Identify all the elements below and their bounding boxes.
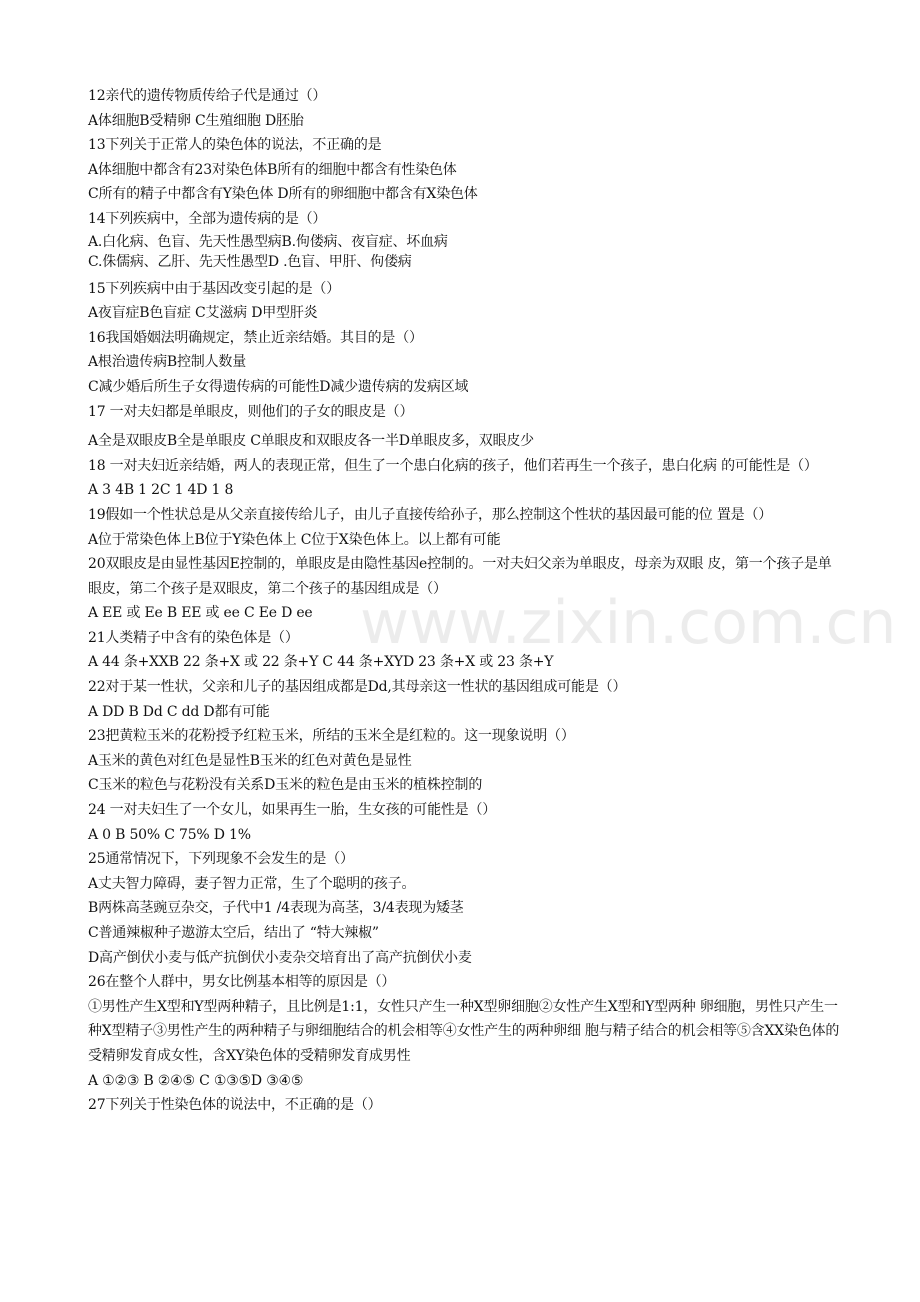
- question-20-options: A EE 或 Ee B EE 或 ee C Ee D ee: [88, 605, 313, 622]
- question-19-options: A位于常染色体上B位于Y染色体上 C位于X染色体上。以上都有可能: [88, 531, 501, 548]
- question-16-options-ab: A根治遗传病B控制人数量: [88, 354, 246, 371]
- question-19: 19假如一个性状总是从父亲直接传给儿子，由儿子直接传给孙子，那么控制这个性状的基因最可能的位 置是（）: [88, 506, 773, 523]
- question-25-option-d: D高产倒伏小麦与低产抗倒伏小麦杂交培育出了高产抗倒伏小麦: [88, 949, 472, 966]
- question-12-options: A体细胞B受精卵 C生殖细胞 D胚胎: [88, 112, 304, 129]
- question-14-options-cd: C.侏儒病、乙肝、先天性愚型D .色盲、甲肝、佝偻病: [88, 253, 412, 270]
- question-24: 24 一对夫妇生了一个女儿，如果再生一胎，生女孩的可能性是（）: [88, 802, 497, 819]
- question-23: 23把黄粒玉米的花粉授予红粒玉米，所结的玉米全是红粒的。这一现象说明（）: [88, 728, 575, 745]
- question-26: 26在整个人群中，男女比例基本相等的原因是（）: [88, 974, 396, 991]
- question-13-options-cd: C所有的精子中都含有Y染色体 D所有的卵细胞中都含有X染色体: [88, 186, 478, 203]
- question-26-options: A ①②③ B ②④⑤ C ①③⑤D ③④⑤: [88, 1072, 304, 1089]
- question-27: 27下列关于性染色体的说法中，不正确的是（）: [88, 1097, 382, 1114]
- question-20: 20双眼皮是由显性基因E控制的，单眼皮是由隐性基因e控制的。一对夫妇父亲为单眼皮，母亲为双眼 皮，第一个孩子是单眼皮，第二个孩子是双眼皮，第二个孩子的基因组成是（）: [88, 556, 832, 597]
- question-15-options: A夜盲症B色盲症 C艾滋病 D甲型肝炎: [88, 305, 318, 322]
- question-17: 17 一对夫妇都是单眼皮，则他们的子女的眼皮是（）: [88, 403, 414, 420]
- question-16: 16我国婚姻法明确规定，禁止近亲结婚。其目的是（）: [88, 329, 423, 346]
- question-24-options: A 0 B 50% C 75% D 1%: [88, 826, 251, 843]
- question-25-option-b: B两株高茎豌豆杂交，子代中1 /4表现为高茎，3/4表现为矮茎: [88, 900, 464, 917]
- question-18: 18 一对夫妇近亲结婚，两人的表现正常，但生了一个患白化病的孩子，他们若再生一个孩子，患白化病 的可能性是（）: [88, 457, 818, 474]
- question-14: 14下列疾病中，全部为遗传病的是（）: [88, 210, 327, 227]
- document-page: [88, 84, 840, 1118]
- question-13: 13下列关于正常人的染色体的说法，不正确的是: [88, 137, 382, 154]
- question-22: 22对于某一性状，父亲和儿子的基因组成都是Dd,其母亲这一性状的基因组成可能是（）: [88, 679, 627, 696]
- question-25-option-a: A丈夫智力障碍，妻子智力正常，生了个聪明的孩子。: [88, 875, 416, 892]
- question-16-options-cd: C减少婚后所生子女得遗传病的可能性D减少遗传病的发病区域: [88, 378, 469, 395]
- question-15: 15下列疾病中由于基因改变引起的是（）: [88, 280, 341, 297]
- question-23-options-ab: A玉米的黄色对红色是显性B玉米的红色对黄色是显性: [88, 752, 412, 769]
- question-14-options-ab: A.白化病、色盲、先天性愚型病B.佝偻病、夜盲症、坏血病: [88, 233, 448, 250]
- question-21-options: A 44 条+XXB 22 条+X 或 22 条+Y C 44 条+XYD 23 条+X 或 23 条+Y: [88, 654, 554, 671]
- question-25-option-c: C普通辣椒种子遨游太空后，结出了 “特大辣椒”: [88, 925, 379, 941]
- question-26-statements: ①男性产生X型和Y型两种精子，且比例是1:1，女性只产生一种X型卵细胞②女性产生X型和Y型两种 卵细胞，男性只产生一种X型精子③男性产生的两种精子与卵细胞结合的机会相等④女性产生的两种卵细 胞与精子结合的机会相等⑤含XX染色体的受精卵发育成女性，含XY染色体的受精卵发育成男性: [88, 998, 840, 1064]
- question-17-options: A全是双眼皮B全是单眼皮 C单眼皮和双眼皮各一半D单眼皮多，双眼皮少: [88, 433, 534, 450]
- watermark: www.zixin.com.cn: [360, 588, 897, 658]
- question-12: 12亲代的遗传物质传给子代是通过（）: [88, 88, 327, 104]
- question-21: 21人类精子中含有的染色体是（）: [88, 629, 299, 646]
- question-23-options-cd: C玉米的粒色与花粉没有关系D玉米的粒色是由玉米的植株控制的: [88, 777, 483, 794]
- question-22-options: A DD B Dd C dd D都有可能: [88, 703, 270, 720]
- question-18-options: A 3 4B 1 2C 1 4D 1 8: [88, 482, 234, 499]
- question-25: 25通常情况下，下列现象不会发生的是（）: [88, 851, 354, 868]
- question-13-options-ab: A体细胞中都含有23对染色体B所有的细胞中都含有性染色体: [88, 161, 457, 178]
